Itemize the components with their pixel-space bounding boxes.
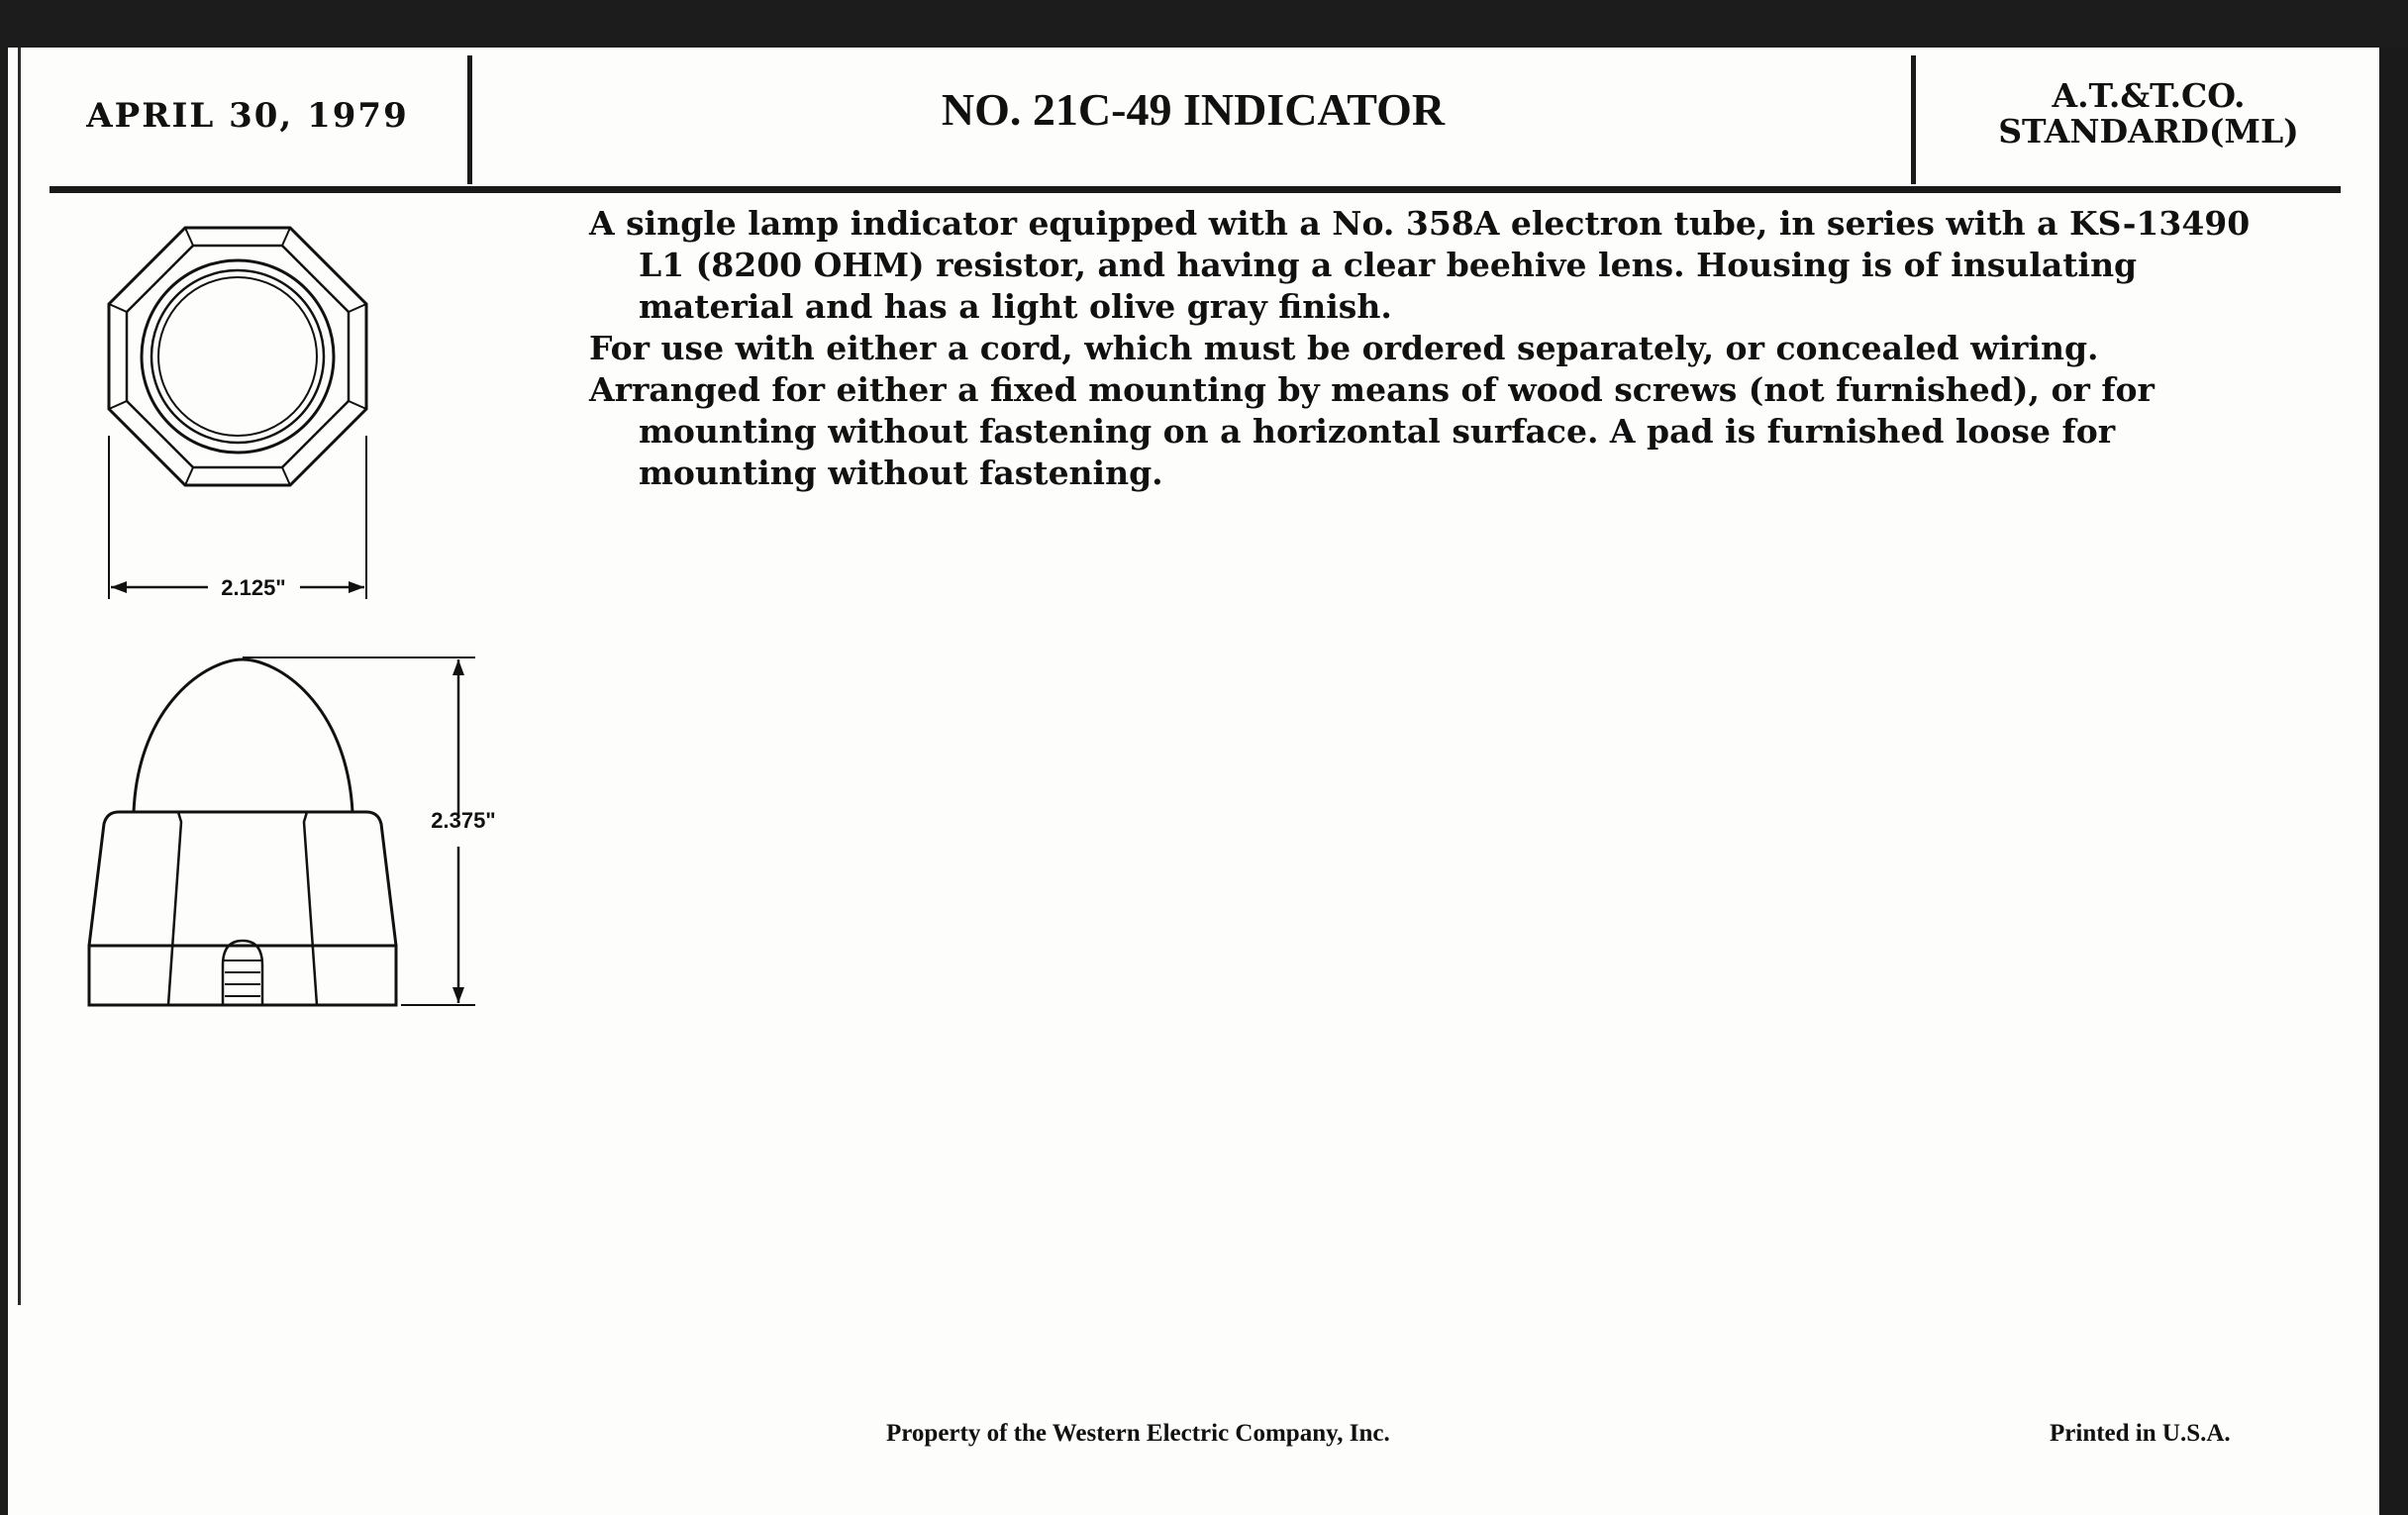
- standard-line-1: A.T.&T.CO.: [2052, 76, 2246, 115]
- standard-label: [1921, 54, 2376, 173]
- standard-line-2: STANDARD(ML): [1998, 112, 2299, 151]
- header-divider: [1911, 55, 1916, 184]
- octagon-outer: [109, 228, 366, 485]
- width-dimension-label: 2.125": [221, 575, 286, 600]
- footer-property: Property of the Western Electric Company, Inc.: [886, 1420, 1390, 1447]
- description-paragraph: A single lamp indicator equipped with a No. 358A electron tube, in series with a KS-13490 L1 (8200 OHM) resistor, and having a clear beehive lens. Housing is of insulating material and has a light olive gray finish.: [589, 204, 2251, 326]
- description: [589, 203, 2302, 494]
- description-paragraph: Arranged for either a fixed mounting by means of wood screws (not furnished), or for mounting without fastening on a horizontal surface. A pad is furnished loose for mounting without fastening.: [589, 370, 2155, 492]
- octagon-inner: [127, 246, 349, 467]
- lens-ring-middle: [151, 270, 324, 443]
- footer-printed: Printed in U.S.A.: [2050, 1420, 2231, 1447]
- lens-ring-inner: [158, 277, 317, 436]
- lens-ring-outer: [142, 260, 334, 453]
- issue-date: APRIL 30, 1979: [86, 96, 409, 136]
- housing-body: [89, 812, 396, 946]
- description-paragraph: For use with either a cord, which must be ordered separately, or concealed wiring.: [589, 329, 2099, 367]
- left-border: [18, 48, 21, 1305]
- height-dimension-label: 2.375": [431, 808, 496, 833]
- header-divider: [467, 55, 472, 184]
- page-title: NO. 21C-49 INDICATOR: [941, 83, 1446, 135]
- right-border: [2380, 48, 2408, 1515]
- side-view-drawing: [59, 644, 515, 1020]
- beehive-lens: [134, 659, 352, 812]
- top-view-drawing: [59, 213, 436, 609]
- header-rule: [50, 186, 2341, 193]
